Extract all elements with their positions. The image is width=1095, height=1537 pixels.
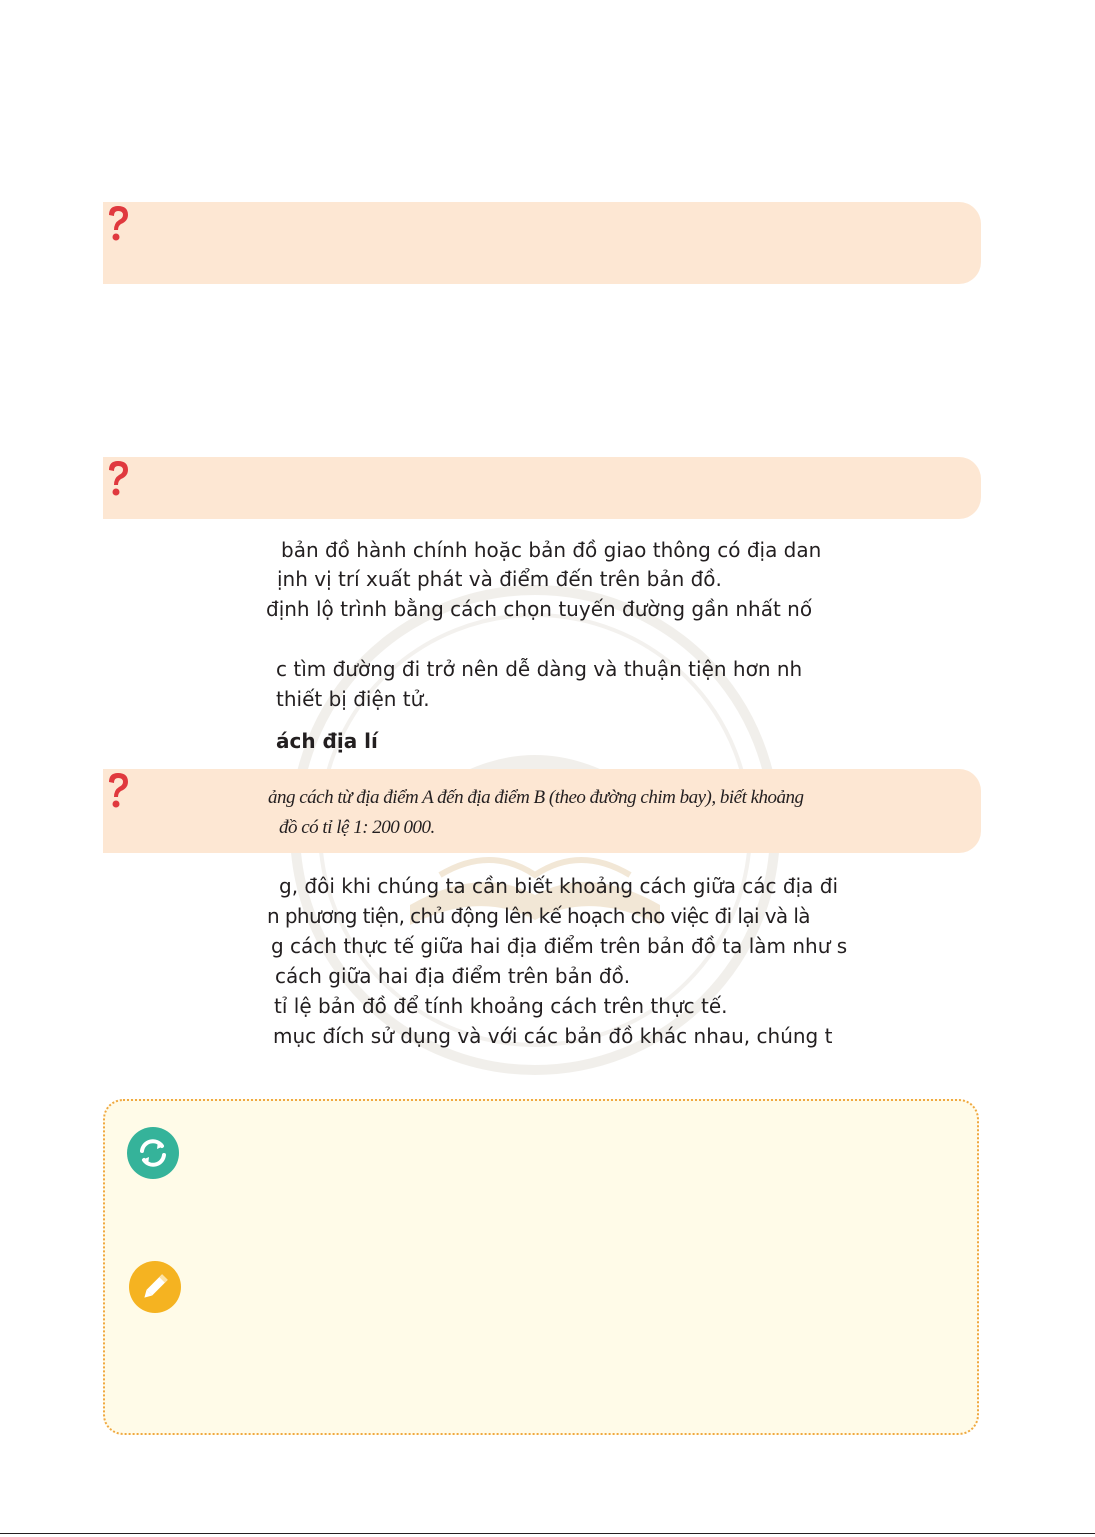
pencil-icon (129, 1261, 181, 1313)
question-box-2 (103, 457, 981, 519)
paragraph-line: mục đích sử dụng và với các bản đồ khác nhau, chúng t (273, 1024, 833, 1048)
paragraph-line: ịnh vị trí xuất phát và điểm đến trên bản đồ. (277, 567, 722, 591)
question-mark-icon (103, 458, 133, 498)
question-box-1 (103, 202, 981, 284)
summary-panel (103, 1099, 979, 1435)
paragraph-line: định lộ trình bằng cách chọn tuyến đường gần nhất nố (266, 597, 813, 621)
paragraph-line: g, đôi khi chúng ta cần biết khoảng cách giữa các địa đi (279, 874, 839, 898)
refresh-icon (127, 1127, 179, 1179)
paragraph-line: bản đồ hành chính hoặc bản đồ giao thông có địa dan (281, 538, 822, 562)
question-mark-icon (103, 203, 133, 243)
paragraph-line: c tìm đường đi trở nên dễ dàng và thuận tiện hơn nh (276, 657, 803, 681)
question-mark-icon (103, 770, 133, 810)
paragraph-line: g cách thực tế giữa hai địa điểm trên bản đồ ta làm như s (271, 934, 848, 958)
question-box-3 (103, 769, 981, 853)
question-text-line: đồ có tỉ lệ 1: 200 000. (279, 817, 435, 838)
footer-rule (0, 1533, 1095, 1534)
paragraph-line: n phương tiện, chủ động lên kế hoạch cho việc đi lại và là (267, 904, 810, 928)
paragraph-line: thiết bị điện tử. (276, 687, 430, 711)
section-heading: ách địa lí (276, 729, 378, 753)
question-text-line: ảng cách từ địa điểm A đến địa điểm B (theo đường chim bay), biết khoảng (268, 787, 804, 808)
paragraph-line: tỉ lệ bản đồ để tính khoảng cách trên thực tế. (274, 994, 728, 1018)
paragraph-line: cách giữa hai địa điểm trên bản đồ. (275, 964, 631, 988)
